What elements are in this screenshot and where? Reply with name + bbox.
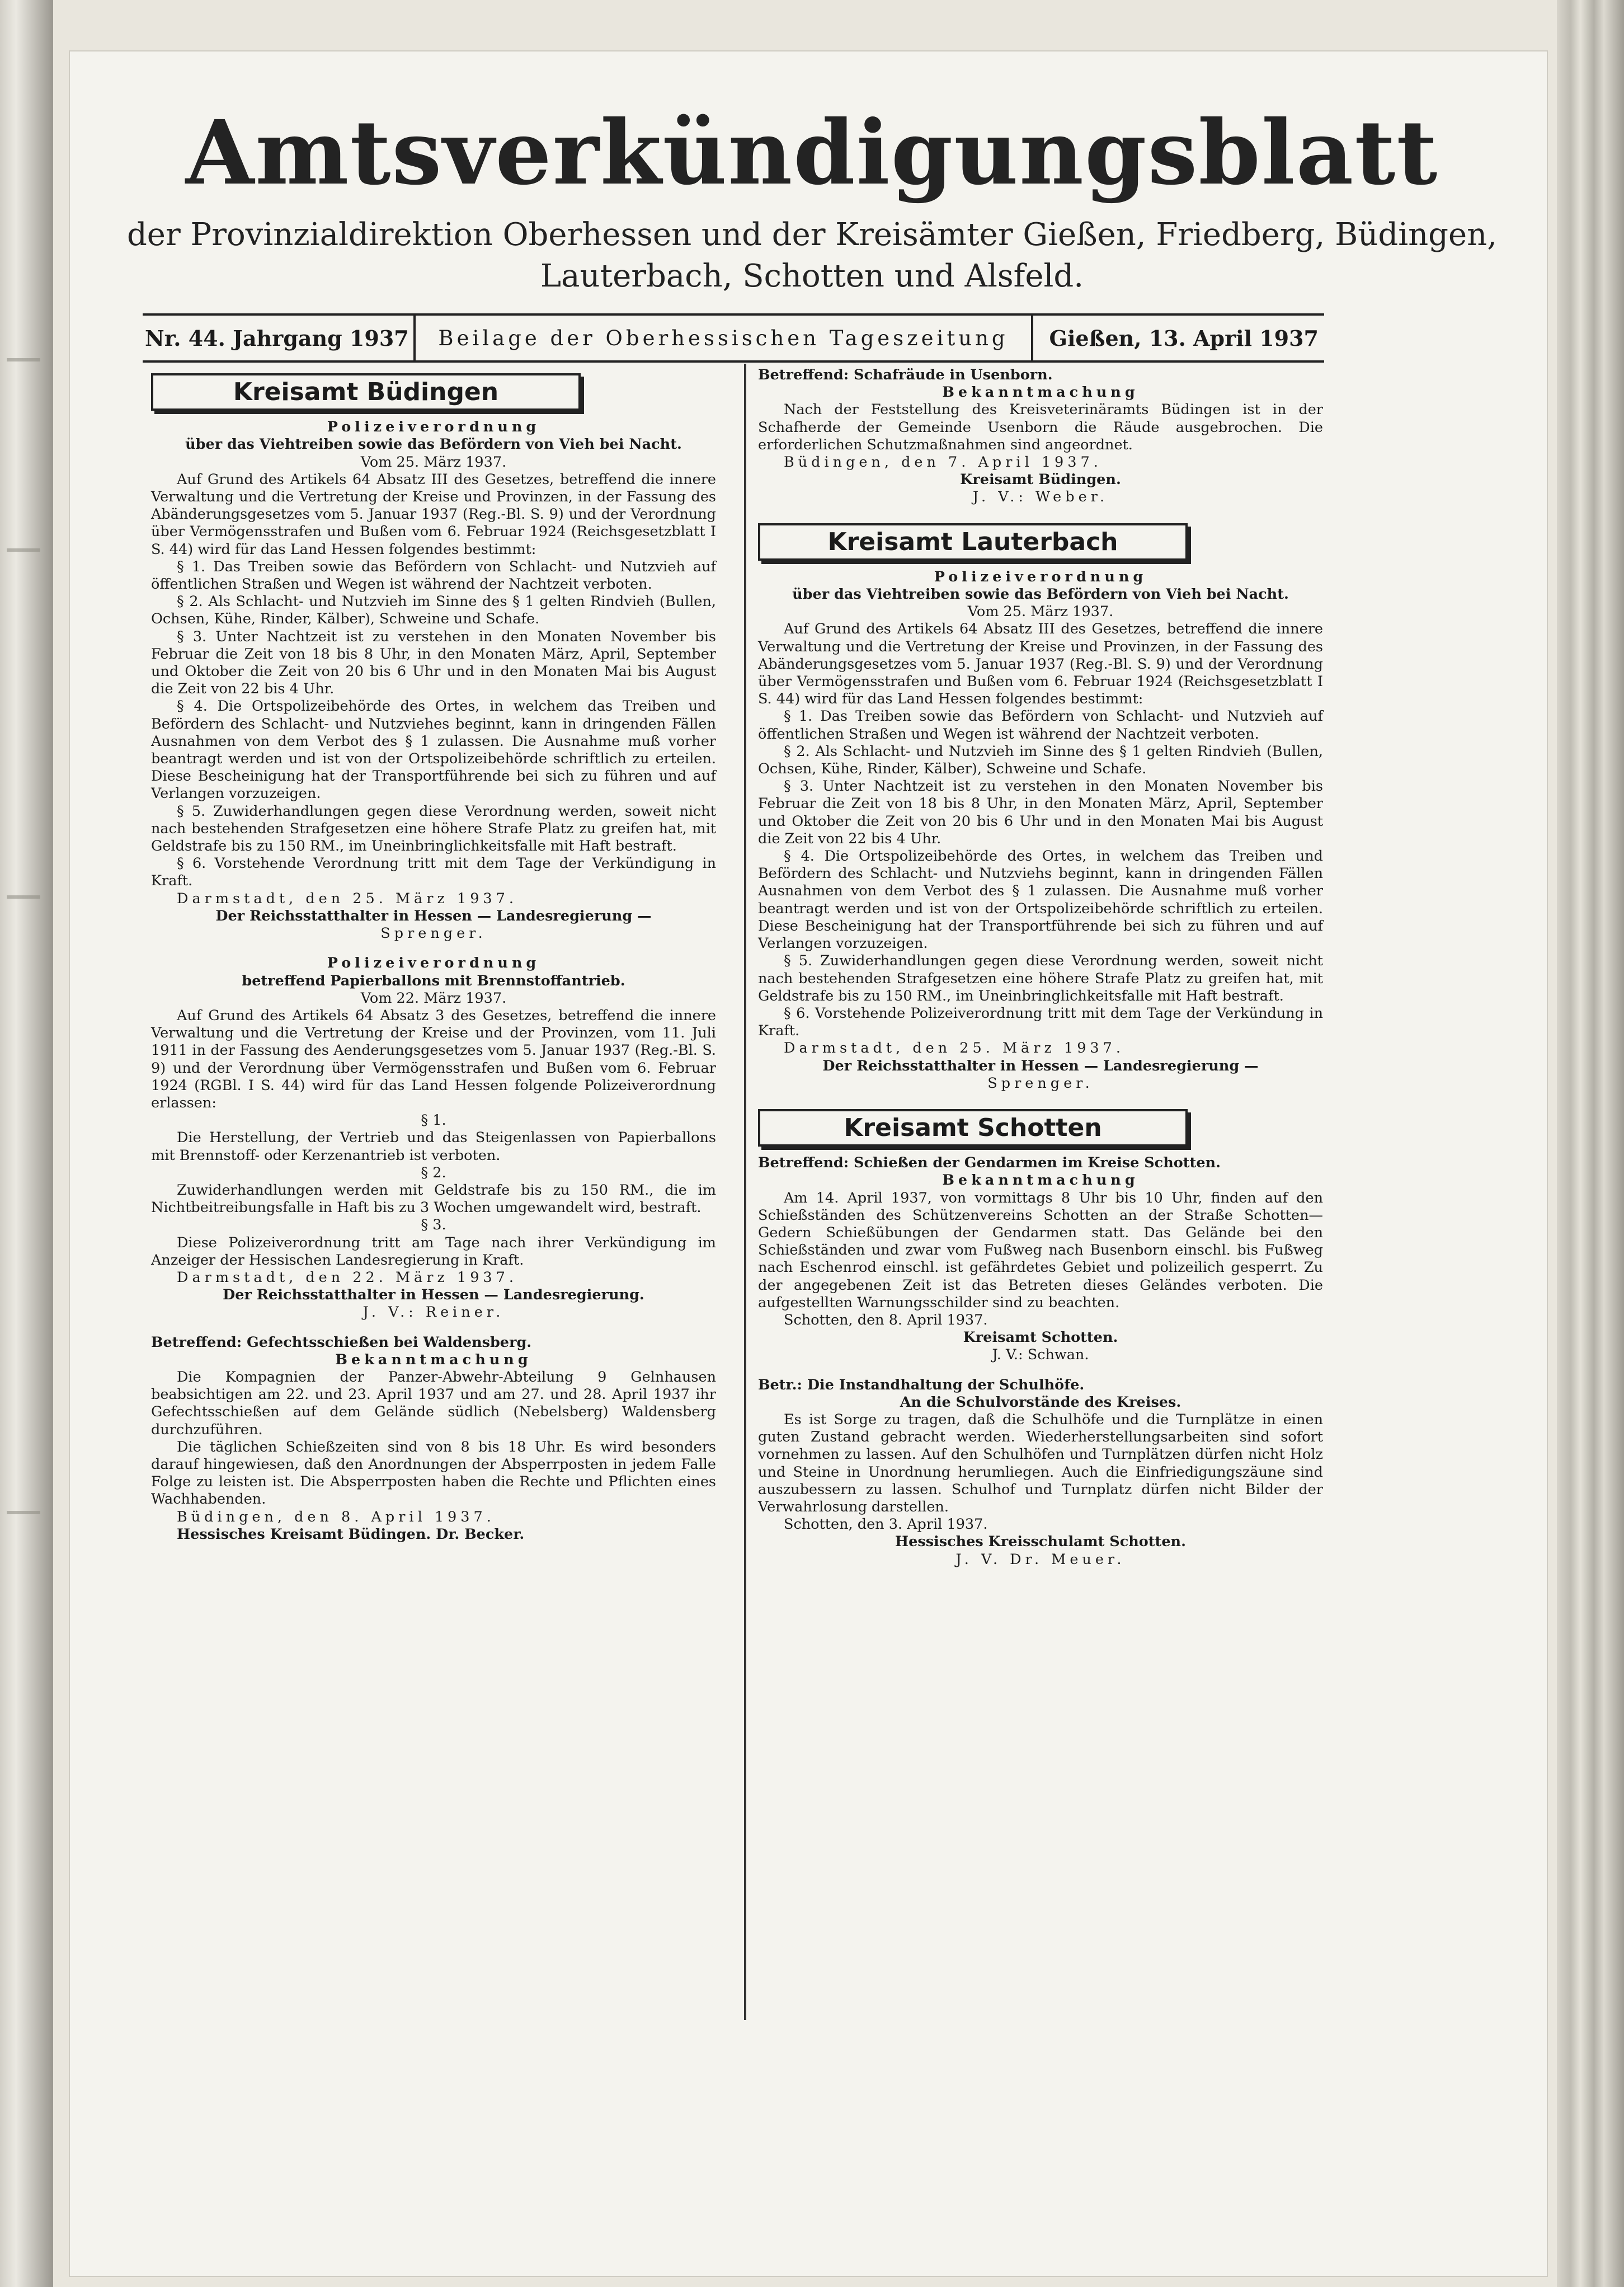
gutter-mark: [7, 358, 40, 361]
section-header-buedingen: Kreisamt Büdingen: [151, 373, 581, 411]
notice-title: über das Viehtreiben sowie das Befördern von Vieh bei Nacht.: [792, 586, 1289, 603]
notice-kind: Bekanntmachung: [942, 1172, 1139, 1189]
page-edges: [1557, 0, 1624, 2287]
authority-line: Der Reichsstatthalter in Hessen — Landesregierung.: [223, 1286, 644, 1304]
ordinance-paper-balloons: [151, 955, 716, 1321]
notice-subject: Betr.: Die Instandhaltung der Schulhöfe.: [758, 1376, 1085, 1393]
authority-line: Hessisches Kreisamt Büdingen. Dr. Becker.: [177, 1525, 525, 1543]
notice-date: Vom 22. März 1937.: [360, 989, 507, 1007]
authority-line: Kreisamt Schotten.: [963, 1329, 1118, 1346]
paragraph: Zuwiderhandlungen werden mit Geldstrafe bis zu 150 RM., die im Nichtbeitreibungsfalle in Haft bis zu 3 Wochen umgewandelt wird, bestraft.: [151, 1181, 716, 1217]
paragraph: Auf Grund des Artikels 64 Absatz 3 des Gesetzes, betreffend die innere Verwaltung und die Vertretung der Kreise und der Provinzen, vom 11. Juli 1911 in der Fassung des Aenderungsgesetzes vom 5. Januar 1937 (Reg.-Bl. S. 9) und der Verordnung über Vermögensstrafen und Bußen vom 6. Februar 1924 (RGBl. I S. 44) wird für das Land Hessen folgende Polizeiverordnung erlassen:: [151, 1007, 716, 1111]
subtitle-line-2: Lauterbach, Schotten und Alsfeld.: [540, 258, 1084, 294]
paragraph: Die täglichen Schießzeiten sind von 8 bis 18 Uhr. Es wird besonders darauf hingewiesen, daß den Anordnungen der Absperrposten in jedem Falle Folge zu leisten ist. Die Absperrposten haben die Rechte und Pflichten eines Wachhabenden.: [151, 1438, 716, 1508]
ordinance-livestock-lauterbach: [758, 569, 1323, 1092]
section-header-lauterbach: Kreisamt Lauterbach: [758, 523, 1188, 561]
signer: J. V.: Weber.: [972, 489, 1109, 506]
masthead: [0, 101, 1624, 297]
issue-number: Nr. 44. Jahrgang 1937: [145, 325, 409, 351]
signer: Sprenger.: [987, 1074, 1094, 1092]
notice-subject: Betreffend: Schafräude in Usenborn.: [758, 367, 1053, 383]
section-number: § 2.: [421, 1164, 446, 1181]
notice-kind: Bekanntmachung: [942, 384, 1139, 401]
paragraph: § 5. Zuwiderhandlungen gegen diese Verordnung werden, soweit nicht nach bestehenden Strafgesetzen eine höhere Strafe Platz zu greifen hat, mit Geldstrafe bis zu 150 RM., im Uneinbringlichkeitsfalle mit Haft bestraft.: [758, 952, 1323, 1004]
signer: J. V. Dr. Meuer.: [955, 1551, 1126, 1568]
paragraph: Auf Grund des Artikels 64 Absatz III des Gesetzes, betreffend die innere Verwaltung und die Vertretung der Kreise und Provinzen, in der Fassung des Abänderungsgesetzes vom 5. Januar 1937 (Reg.-Bl. S. 9) und der Verordnung über Vermögensstrafen und Bußen vom 6. Februar 1924 (Reichsgesetzblatt I S. 44) wird für das Land Hessen folgendes bestimmt:: [151, 471, 716, 558]
notice-subject: Betreffend: Schießen der Gendarmen im Kreise Schotten.: [758, 1154, 1221, 1172]
paragraph: Nach der Feststellung des Kreisveterinäramts Büdingen ist in der Schafherde der Gemeinde Usenborn die Räude ausgebrochen. Die erforderlichen Schutzmaßnahmen sind angeordnet.: [758, 401, 1323, 453]
supplement-note: Beilage der Oberhessischen Tageszeitung: [413, 316, 1033, 360]
notice-kind: Bekanntmachung: [335, 1351, 532, 1368]
authority-line: Hessisches Kreisschulamt Schotten.: [895, 1533, 1186, 1551]
left-column: [151, 367, 716, 1543]
authority-line: Kreisamt Büdingen.: [960, 471, 1121, 489]
paragraph: § 1. Das Treiben sowie das Befördern von Schlacht- und Nutzvieh auf öffentlichen Straßen und Wegen ist während der Nachtzeit verboten.: [758, 708, 1323, 743]
gutter-mark: [7, 548, 40, 552]
notice-addressee: An die Schulvorstände des Kreises.: [900, 1393, 1181, 1411]
place-line: Darmstadt, den 22. März 1937.: [177, 1269, 517, 1286]
section-number: § 1.: [421, 1112, 446, 1129]
spacer: [151, 942, 716, 955]
notice-date: Vom 25. März 1937.: [360, 453, 507, 471]
paragraph: Die Herstellung, der Vertrieb und das Steigenlassen von Papierballons mit Brennstoff- oder Kerzenantrieb ist verboten.: [151, 1129, 716, 1164]
notice-title: über das Viehtreiben sowie das Befördern von Vieh bei Nacht.: [185, 436, 682, 453]
paragraph: Am 14. April 1937, von vormittags 8 Uhr bis 10 Uhr, finden auf den Schießständen des Schützenvereins Schotten an der Straße Schotten—Gedern Schießübungen der Gendarmen statt. Das Gelände bei den Schießständen und zwar vom Fußweg nach Busenborn einschl. bis Fußweg nach Eschenrod einschl. ist gefährdetes Gebiet und polizeilich gesperrt. Zu der angegebenen Zeit ist das Betreten dieses Geländes verboten. Die aufgestellten Warnungsschilder sind zu beachten.: [758, 1189, 1323, 1311]
gutter-mark: [7, 895, 40, 899]
signer: J. V.: Reiner.: [363, 1304, 505, 1321]
paragraph: Es ist Sorge zu tragen, daß die Schulhöfe und die Turnplätze in einen guten Zustand gebracht werden. Wiederherstellungsarbeiten sind sofort vornehmen zu lassen. Auf den Schulhöfen und Turnplätzen dürfen nicht Holz und Steine in Unordnung herumliegen. Auch die Einfriedigungszäune sind auszubessern zu lassen. Schulhof und Turnplatz dürfen nicht Bilder der Verwahrlosung darstellen.: [758, 1411, 1323, 1515]
signer: Sprenger.: [380, 925, 487, 942]
paragraph: Auf Grund des Artikels 64 Absatz III des Gesetzes, betreffend die innere Verwaltung und die Vertretung der Kreise und Provinzen, in der Fassung des Abänderungsgesetzes vom 5. Januar 1937 (Reg.-Bl. S. 9) und der Verordnung über Vermögensstrafen und Bußen vom 6. Februar 1924 (Reichsgesetzblatt I S. 44) wird für das Land Hessen folgendes bestimmt:: [758, 621, 1323, 708]
notice-sheep-scab: [758, 367, 1323, 506]
ordinance-livestock-buedingen: [151, 419, 716, 942]
paragraph: Diese Polizeiverordnung tritt am Tage nach ihrer Verkündigung im Anzeiger der Hessischen Landesregierung in Kraft.: [151, 1234, 716, 1269]
paragraph: § 3. Unter Nachtzeit ist zu verstehen in den Monaten November bis Februar die Zeit von 18 bis 8 Uhr, in den Monaten März, April, September und Oktober die Zeit von 20 bis 6 Uhr und in den Monaten Mai bis August die Zeit von 22 bis 4 Uhr.: [758, 778, 1323, 847]
column-divider: [744, 364, 746, 2020]
notice-field-firing: [151, 1334, 716, 1543]
authority-line: Der Reichsstatthalter in Hessen — Landesregierung —: [822, 1057, 1259, 1074]
place-date: Gießen, 13. April 1937: [1049, 325, 1319, 351]
spacer: [758, 1364, 1323, 1377]
spacer: [151, 1322, 716, 1334]
paragraph: § 4. Die Ortspolizeibehörde des Ortes, in welchem das Treiben und Befördern des Schlacht- und Nutzviehs beginnt, kann in dringenden Fällen Ausnahmen von dem Verbot des § 1 zulassen. Die Ausnahme muß vorher beantragt werden und ist von der Ortspolizeibehörde schriftlich zu erteilen. Diese Bescheinigung hat der Transportführende bei sich zu führen und auf Verlangen vorzuzeigen.: [758, 848, 1323, 952]
paragraph: § 2. Als Schlacht- und Nutzvieh im Sinne des § 1 gelten Rindvieh (Bullen, Ochsen, Kühe, Rinder, Kälber), Schweine und Schafe.: [758, 743, 1323, 778]
place-line: Schotten, den 8. April 1937.: [784, 1311, 988, 1328]
place-line: Darmstadt, den 25. März 1937.: [784, 1040, 1124, 1057]
notice-date: Vom 25. März 1937.: [967, 603, 1114, 621]
paragraph: § 2. Als Schlacht- und Nutzvieh im Sinne des § 1 gelten Rindvieh (Bullen, Ochsen, Kühe, Rinder, Kälber), Schweine und Schafe.: [151, 593, 716, 628]
paragraph: § 5. Zuwiderhandlungen gegen diese Verordnung werden, soweit nicht nach bestehenden Strafgesetzen eine höhere Strafe Platz zu greifen hat, mit Geldstrafe bis zu 150 RM., im Uneinbringlichkeitsfalle mit Haft bestraft.: [151, 802, 716, 855]
notice-kind: Polizeiverordnung: [327, 955, 540, 972]
issue-info-bar: [143, 313, 1324, 363]
place-line: Darmstadt, den 25. März 1937.: [177, 890, 517, 907]
notice-schoolyards: [758, 1377, 1323, 1569]
notice-title: betreffend Papierballons mit Brennstoffantrieb.: [242, 972, 625, 989]
newspaper-title: Amtsverkündigungsblatt: [185, 101, 1439, 205]
place-line: Büdingen, den 8. April 1937.: [177, 1508, 495, 1525]
place-line: Büdingen, den 7. April 1937.: [784, 454, 1102, 471]
authority-line: Der Reichsstatthalter in Hessen — Landesregierung —: [215, 907, 652, 924]
paragraph: § 1. Das Treiben sowie das Befördern von Schlacht- und Nutzvieh auf öffentlichen Straßen und Wegen ist während der Nachtzeit verboten.: [151, 558, 716, 593]
paragraph: Die Kompagnien der Panzer-Abwehr-Abteilung 9 Gelnhausen beabsichtigen am 22. und 23. April 1937 und am 27. und 28. April 1937 ihr Gefechtsschießen auf dem Gelände südlich (Nebelsberg) Waldensberg durchzuführen.: [151, 1368, 716, 1438]
section-header-schotten: Kreisamt Schotten: [758, 1109, 1188, 1147]
right-column: [758, 367, 1323, 1569]
place-line: Schotten, den 3. April 1937.: [784, 1516, 988, 1533]
gutter-mark: [7, 1511, 40, 1514]
paragraph: § 6. Vorstehende Polizeiverordnung tritt mit dem Tage der Verkündung in Kraft.: [758, 1004, 1323, 1040]
paragraph: § 4. Die Ortspolizeibehörde des Ortes, in welchem das Treiben und Befördern des Schlacht- und Nutzviehes beginnt, kann in dringenden Fällen Ausnahmen von dem Verbot des § 1 zulassen. Die Ausnahme muß vorher beantragt werden und ist von der Ortspolizeibehörde schriftlich zu erteilen. Diese Bescheinigung hat der Transportführende bei sich zu führen und auf Verlangen vorzuzeigen.: [151, 698, 716, 802]
notice-kind: Polizeiverordnung: [327, 419, 540, 436]
paragraph: § 6. Vorstehende Verordnung tritt mit dem Tage der Verkündigung in Kraft.: [151, 855, 716, 890]
notice-subject: Betreffend: Gefechtsschießen bei Waldensberg.: [151, 1333, 532, 1351]
paragraph: § 3. Unter Nachtzeit ist zu verstehen in den Monaten November bis Februar die Zeit von 18 bis 8 Uhr, in den Monaten März, April, September und Oktober die Zeit von 20 bis 6 Uhr und in den Monaten Mai bis August die Zeit von 22 bis 4 Uhr.: [151, 628, 716, 698]
signer: J. V.: Schwan.: [992, 1346, 1089, 1364]
notice-kind: Polizeiverordnung: [934, 568, 1147, 585]
subtitle-line-1: der Provinzialdirektion Oberhessen und der Kreisämter Gießen, Friedberg, Büdingen,: [126, 217, 1498, 253]
notice-gendarme-shooting: [758, 1154, 1323, 1364]
left-binding: [0, 0, 53, 2287]
section-number: § 3.: [421, 1217, 446, 1234]
